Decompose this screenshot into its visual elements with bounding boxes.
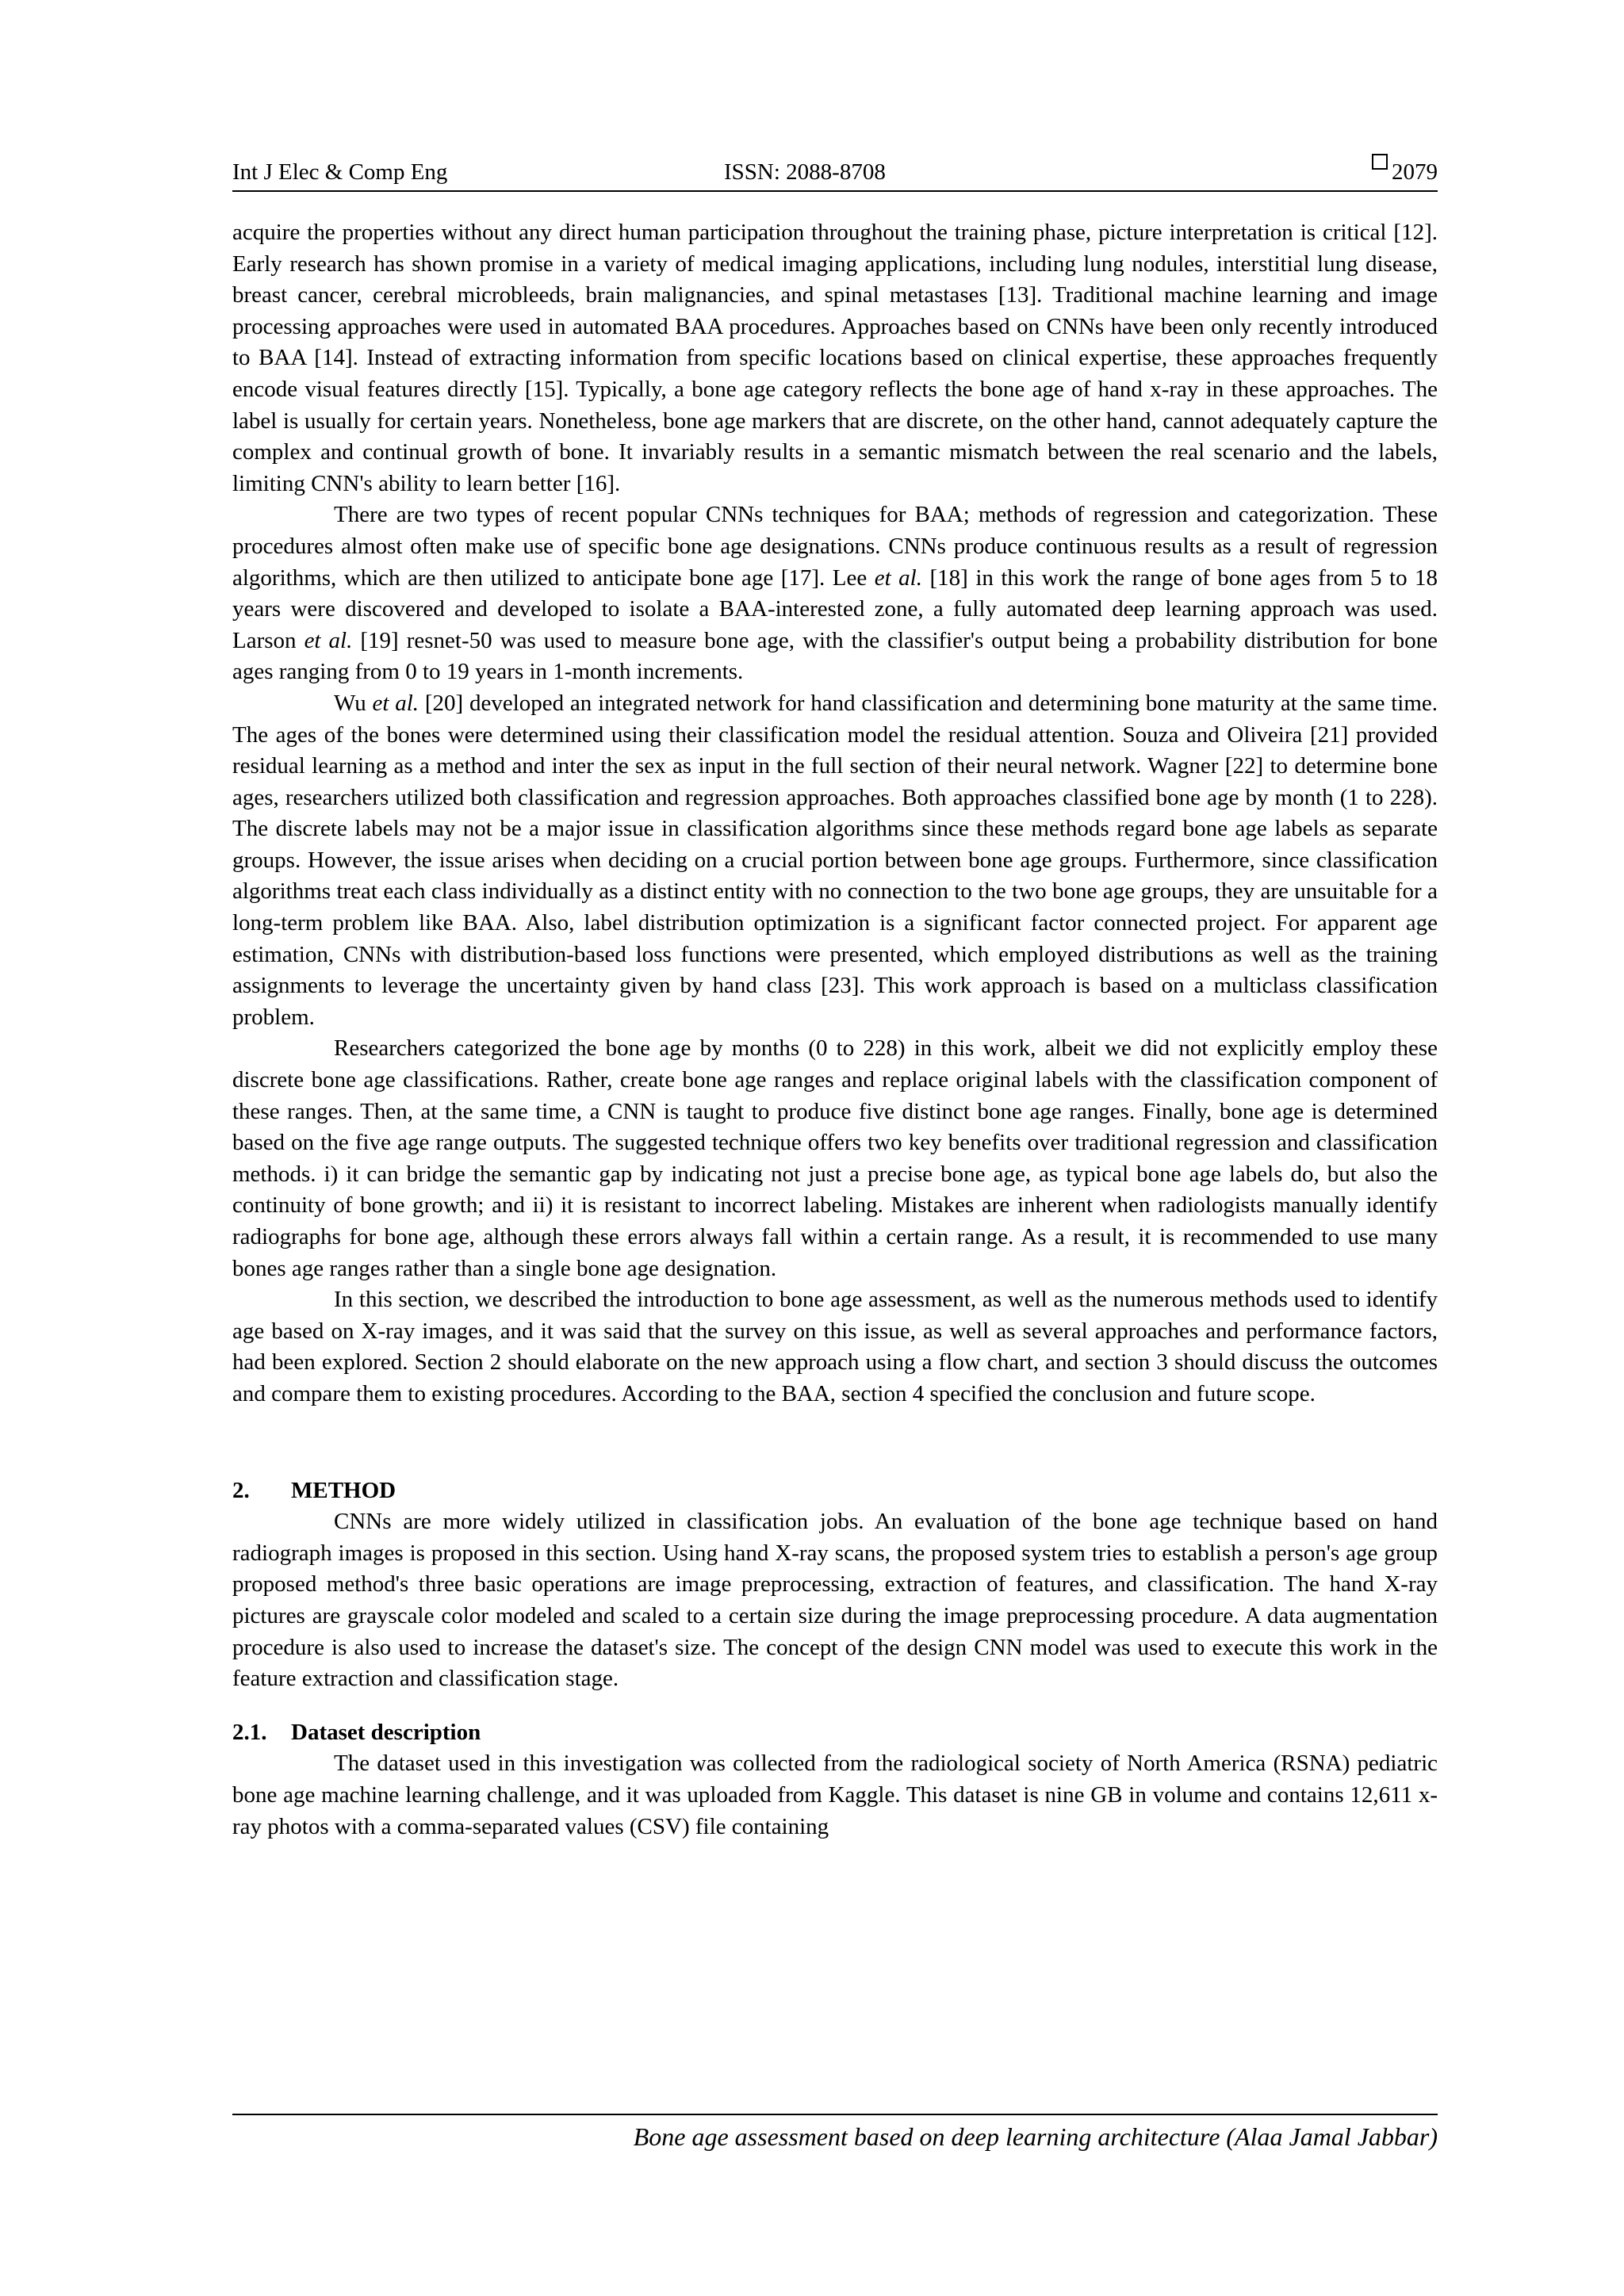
et-al: et al. bbox=[304, 627, 353, 653]
et-al: et al. bbox=[874, 564, 922, 591]
section-title: METHOD bbox=[291, 1477, 396, 1503]
square-outline-icon bbox=[1372, 154, 1388, 170]
paragraph bbox=[232, 499, 1438, 688]
paragraph-text: There are two types of recent popular CNNs techniques for BAA; methods of regression and categorization. These procedures almost often make use of specific bone age designations. CNNs produce continuous results as a result of regression algorithms, which are then utilized to anticipate bone age [17]. bbox=[232, 502, 1438, 591]
paragraph: In this section, we described the introduction to bone age assessment, as well as the numerous methods used to identify age based on X-ray images, and it was said that the survey on this issue, as well as several approaches and performance factors, had been explored. Section 2 should elaborate on the new approach using a flow chart, and section 3 should discuss the outcomes and compare them to existing procedures. According to the BAA, section 4 specified the conclusion and future scope. bbox=[232, 1287, 1438, 1406]
running-footer: Bone age assessment based on deep learning architecture (Alaa Jamal Jabbar) bbox=[633, 2122, 1438, 2151]
page-number: 2079 bbox=[1392, 159, 1438, 185]
subsection-heading bbox=[232, 1717, 1438, 1749]
citation: [19] bbox=[360, 627, 399, 653]
subsection-title: Dataset description bbox=[291, 1719, 481, 1745]
paragraph bbox=[232, 688, 1438, 1034]
paragraph: acquire the properties without any direct human participation throughout the training phase, picture interpretation is critical [12]. Early research has shown promise in a variety of medical imaging applications, including lung nodules, interstitial lung disease, breast cancer, cerebral microbleeds, brain malignancies, and spinal metastases [13]. Traditional machine learning and image processing approaches were used in automated BAA procedures. Approaches based on CNNs have been only recently introduced to BAA [14]. Instead of extracting information from specific locations based on clinical expertise, these approaches frequently encode visual features directly [15]. Typically, a bone age category reflects the bone age of hand x-ray in these approaches. The label is usually for certain years. Nonetheless, bone age markers that are discrete, on the other hand, cannot adequately capture the complex and continual growth of bone. It invariably results in a semantic mismatch between the real scenario and the labels, limiting CNN's ability to learn better [16]. bbox=[232, 220, 1438, 496]
et-al: et al. bbox=[372, 690, 419, 716]
paragraph: CNNs are more widely utilized in classification jobs. An evaluation of the bone age technique based on hand radiograph images is proposed in this section. Using hand X-ray scans, the proposed system tries to establish a person's age group proposed method's three basic operations are image preprocessing, extraction of features, and classification. The hand X-ray pictures are grayscale color modeled and scaled to a certain size during the image preprocessing procedure. A data augmentation procedure is also used to increase the dataset's size. The concept of the design CNN model was used to execute this work in the feature extraction and classification stage. bbox=[232, 1509, 1438, 1692]
footer-rule bbox=[232, 2114, 1438, 2115]
issn: ISSN: 2088-8708 bbox=[724, 159, 886, 185]
journal-name: Int J Elec & Comp Eng bbox=[232, 159, 448, 185]
author-name: Lee bbox=[832, 564, 868, 591]
citation: [20] bbox=[424, 690, 464, 716]
body-text bbox=[232, 217, 1438, 1843]
running-header bbox=[232, 154, 1438, 192]
section-number: 2. bbox=[232, 1477, 250, 1503]
section-heading bbox=[232, 1475, 1438, 1507]
paragraph-text: developed an integrated network for hand classification and determining bone maturity at the same time. The ages of the bones were determined using their classification model the residual attention. Souza and Oliveira [21] provided residual learning as a method and inter the sex as input in the full section of their neural network. Wagner [22] to determine bone ages, researchers utilized both classification and regression approaches. Both approaches classified bone age by month (1 to 228). The discrete labels may not be a major issue in classification algorithms since these methods regard bone age labels as separate groups. However, the issue arises when deciding on a crucial portion between bone age groups. Furthermore, since classification algorithms treat each class individually as a distinct entity with no connection to the two bone age groups, they are unsuitable for a long-term problem like BAA. Also, label distribution optimization is a significant factor connected project. For apparent age estimation, CNNs with distribution-based loss functions were presented, which employed distributions as well as the training assignments to leverage the uncertainty given by hand class [23]. This work approach is based on a multiclass classification problem. bbox=[232, 690, 1438, 1030]
subsection-number: 2.1. bbox=[232, 1719, 267, 1745]
paragraph: The dataset used in this investigation was collected from the radiological society of North America (RSNA) pediatric bone age machine learning challenge, and it was uploaded from Kaggle. This dataset is nine GB in volume and contains 12,611 x-ray photos with a comma-separated values (CSV) file containing bbox=[232, 1751, 1438, 1839]
author-name: Wu bbox=[334, 690, 366, 716]
paragraph: Researchers categorized the bone age by months (0 to 228) in this work, albeit we did not explicitly employ these discrete bone age classifications. Rather, create bone age ranges and replace original labels with the classification component of these ranges. Then, at the same time, a CNN is taught to produce five distinct bone age ranges. Finally, bone age is determined based on the five age range outputs. The suggested technique offers two key benefits over traditional regression and classification methods. i) it can bridge the semantic gap by indicating not just a precise bone age, as typical bone age labels do, but also the continuity of bone growth; and ii) it is resistant to incorrect labeling. Mistakes are inherent when radiologists manually identify radiographs for bone age, although these errors always fall within a certain range. As a result, it is recommended to use many bones age ranges rather than a single bone age designation. bbox=[232, 1035, 1438, 1281]
paragraph-text: resnet-50 was used to measure bone age, with the classifier's output being a probability distribution for bone ages ranging from 0 to 19 years in 1-month increments. bbox=[232, 627, 1438, 685]
citation: [18] bbox=[929, 564, 968, 591]
paragraph-text: in this work the range of bone ages from 5 to 18 years were discovered and developed to isolate a BAA-interested zone, a fully automated deep learning approach was used. Larson bbox=[232, 564, 1438, 653]
